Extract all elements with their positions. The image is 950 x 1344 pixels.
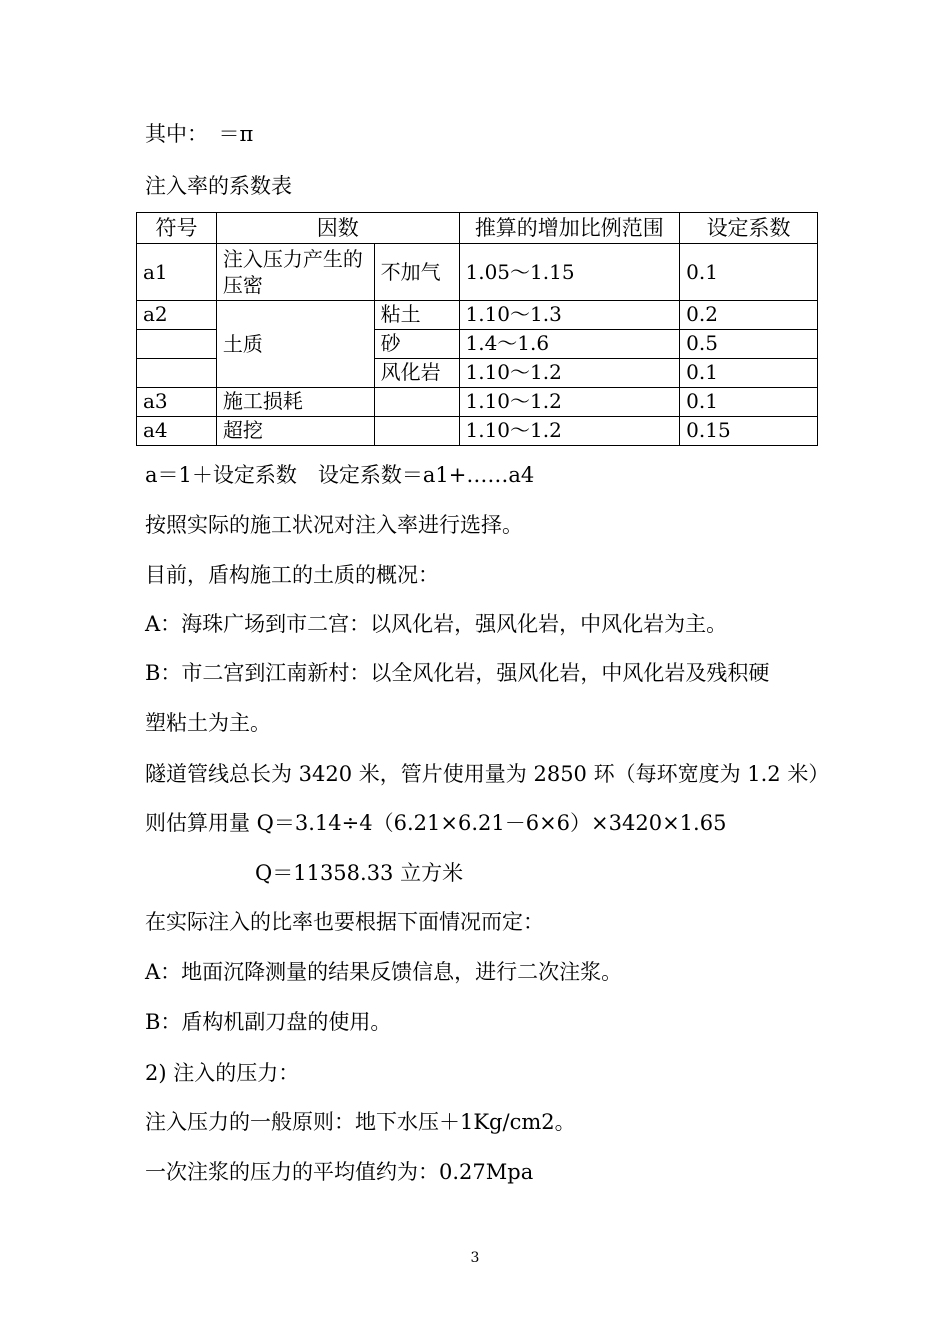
header-factor: 因数	[216, 213, 459, 244]
cell-sub-factor: 不加气	[374, 244, 459, 301]
cell-symbol	[137, 359, 217, 388]
paragraph: A：地面沉降测量的结果反馈信息，进行二次注浆。	[145, 960, 623, 984]
cell-factor: 施工损耗	[216, 388, 374, 417]
table-title: 注入率的系数表	[145, 174, 292, 198]
paragraph: Q＝11358.33 立方米	[255, 861, 464, 885]
cell-factor: 超挖	[216, 417, 374, 446]
cell-coefficient: 0.1	[680, 244, 818, 301]
paragraph: 在实际注入的比率也要根据下面情况而定：	[145, 910, 544, 934]
table-header-row	[137, 213, 818, 244]
paragraph: 目前，盾构施工的土质的概况：	[145, 563, 439, 587]
cell-range: 1.4～1.6	[459, 330, 680, 359]
paragraph: 注入压力的一般原则：地下水压＋1Kg/cm2。	[145, 1110, 576, 1134]
cell-symbol	[137, 330, 217, 359]
paragraph: 一次注浆的压力的平均值约为：0.27Mpa	[145, 1160, 534, 1184]
table-row	[137, 417, 818, 446]
paragraph: B：市二宫到江南新村：以全风化岩，强风化岩，中风化岩及残积硬	[145, 661, 770, 685]
cell-range: 1.05～1.15	[459, 244, 680, 301]
cell-range: 1.10～1.3	[459, 301, 680, 330]
cell-sub-factor: 风化岩	[374, 359, 459, 388]
paragraph: 塑粘土为主。	[145, 711, 271, 735]
header-range: 推算的增加比例范围	[459, 213, 680, 244]
table-row	[137, 388, 818, 417]
paragraph: B：盾构机副刀盘的使用。	[145, 1010, 392, 1034]
paragraph: A：海珠广场到市二宫：以风化岩，强风化岩，中风化岩为主。	[145, 612, 728, 636]
table-row	[137, 301, 818, 330]
cell-symbol: a3	[137, 388, 217, 417]
cell-sub-factor	[374, 388, 459, 417]
cell-coefficient: 0.15	[680, 417, 818, 446]
cell-coefficient: 0.1	[680, 388, 818, 417]
cell-coefficient: 0.5	[680, 330, 818, 359]
cell-coefficient: 0.1	[680, 359, 818, 388]
paragraph: 隧道管线总长为 3420 米，管片使用量为 2850 环（每环宽度为 1.2 米）	[145, 762, 830, 786]
cell-factor: 土质	[216, 301, 374, 388]
cell-factor: 注入压力产生的压密	[216, 244, 374, 301]
text-line-1: 其中： ＝π	[145, 122, 254, 146]
paragraph: 则估算用量 Q＝3.14÷4（6.21×6.21－6×6）×3420×1.65	[145, 811, 727, 835]
section-heading: 2) 注入的压力：	[145, 1061, 300, 1085]
header-symbol: 符号	[137, 213, 217, 244]
paragraph: 按照实际的施工状况对注入率进行选择。	[145, 513, 523, 537]
coefficient-table	[136, 212, 818, 446]
cell-coefficient: 0.2	[680, 301, 818, 330]
formula-line: a＝1＋设定系数 设定系数＝a1+……a4	[145, 463, 535, 487]
cell-range: 1.10～1.2	[459, 388, 680, 417]
cell-sub-factor: 粘土	[374, 301, 459, 330]
cell-range: 1.10～1.2	[459, 359, 680, 388]
cell-sub-factor	[374, 417, 459, 446]
cell-range: 1.10～1.2	[459, 417, 680, 446]
header-coefficient: 设定系数	[680, 213, 818, 244]
cell-symbol: a4	[137, 417, 217, 446]
cell-symbol: a2	[137, 301, 217, 330]
cell-sub-factor: 砂	[374, 330, 459, 359]
cell-symbol: a1	[137, 244, 217, 301]
table-row	[137, 244, 818, 301]
page-number: 3	[470, 1250, 480, 1266]
